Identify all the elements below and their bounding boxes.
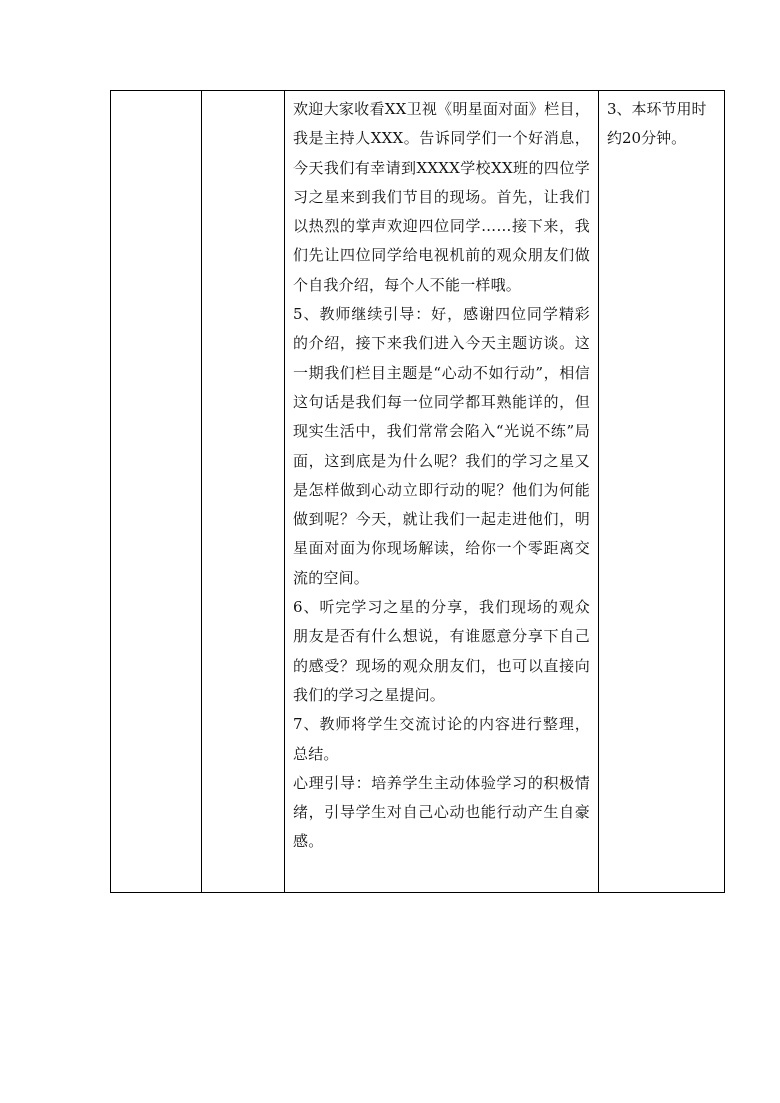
time-note: 3、本环节用时约20分钟。	[607, 100, 707, 148]
paragraph-psychological-guidance: 心理引导：培养学生主动体验学习的积极情绪，引导学生对自己心动也能行动产生自豪感。	[293, 773, 590, 851]
lesson-plan-table	[110, 90, 725, 893]
time-note-cell	[599, 91, 725, 893]
paragraph-step-7: 7、教师将学生交流讨论的内容进行整理，总结。	[293, 715, 590, 763]
paragraph-step-5: 5、教师继续引导：好，感谢四位同学精彩的介绍，接下来我们进入今天主题访谈。这一期我们栏目主题是“心动不如行动”，相信这句话是我们每一位同学都耳熟能详的，但现实生活中，我们常常会陷入“光说不练”局面，这到底是为什么呢？我们的学习之星又是怎样做到心动立即行动的呢？他们为何能做到呢？今天，就让我们一起走进他们，明星面对面为你现场解读，给你一个零距离交流的空间。	[293, 305, 590, 587]
paragraph-step-6: 6、听完学习之星的分享，我们现场的观众朋友是否有什么想说，有谁愿意分享下自己的感受？现场的观众朋友们，也可以直接向我们的学习之星提问。	[293, 598, 590, 704]
activity-content-cell	[285, 91, 599, 893]
paragraph-host-intro: 欢迎大家收看XX卫视《明星面对面》栏目，我是主持人XXX。告诉同学们一个好消息，今天我们有幸请到XXXX学校XX班的四位学习之星来到我们节目的现场。首先，让我们以热烈的掌声欢迎四位同学……接下来，我们先让四位同学给电视机前的观众朋友们做个自我介绍，每个人不能一样哦。	[293, 100, 590, 294]
table-row	[111, 91, 725, 893]
empty-cell-method	[202, 91, 285, 893]
empty-cell-stage	[111, 91, 202, 893]
